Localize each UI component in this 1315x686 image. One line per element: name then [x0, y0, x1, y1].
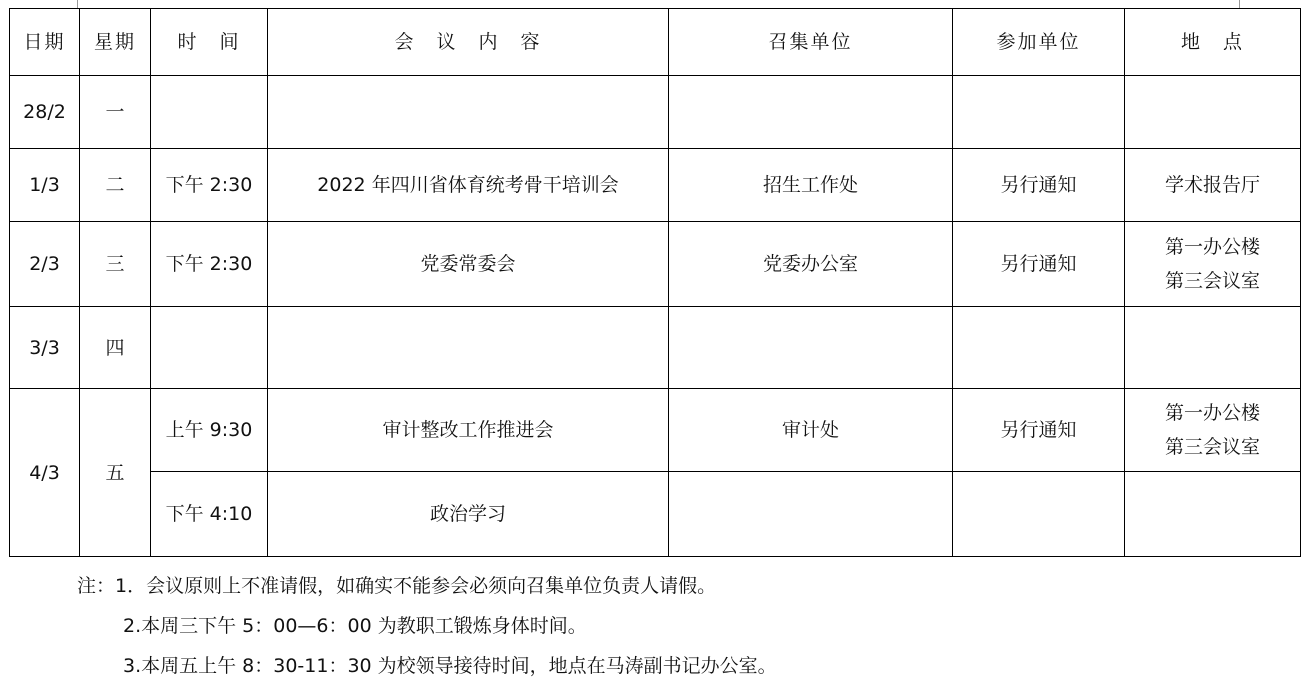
time-cell — [151, 76, 268, 149]
location-cell — [1125, 472, 1301, 557]
weekday-cell: 二 — [80, 149, 151, 222]
table-row — [10, 389, 1301, 472]
meeting-schedule-table — [9, 8, 1301, 557]
header-time: 时 间 — [151, 9, 268, 76]
content-cell: 审计整改工作推进会 — [268, 389, 669, 472]
content-cell: 党委常委会 — [268, 222, 669, 307]
crop-mark-left — [77, 0, 78, 8]
weekday-cell: 五 — [80, 389, 151, 557]
table-row — [10, 149, 1301, 222]
header-content: 会 议 内 容 — [268, 9, 669, 76]
date-cell: 4/3 — [10, 389, 80, 557]
weekday-cell: 三 — [80, 222, 151, 307]
header-row — [10, 9, 1301, 76]
header-convener: 召集单位 — [669, 9, 953, 76]
date-cell: 3/3 — [10, 307, 80, 389]
time-cell: 上午 9:30 — [151, 389, 268, 472]
location-cell — [1125, 76, 1301, 149]
header-weekday: 星期 — [80, 9, 151, 76]
header-date: 日期 — [10, 9, 80, 76]
table-row — [10, 222, 1301, 307]
participants-cell — [953, 472, 1125, 557]
weekday-cell: 一 — [80, 76, 151, 149]
convener-cell — [669, 472, 953, 557]
participants-cell: 另行通知 — [953, 149, 1125, 222]
time-cell: 下午 2:30 — [151, 149, 268, 222]
content-cell — [268, 307, 669, 389]
participants-cell: 另行通知 — [953, 389, 1125, 472]
table-row — [10, 472, 1301, 557]
convener-cell: 党委办公室 — [669, 222, 953, 307]
content-cell: 政治学习 — [268, 472, 669, 557]
header-participants: 参加单位 — [953, 9, 1125, 76]
note-line: 2.本周三下午 5：00—6：00 为教职工锻炼身体时间。 — [123, 615, 587, 637]
convener-cell: 招生工作处 — [669, 149, 953, 222]
crop-mark-right — [1239, 0, 1240, 8]
time-cell — [151, 307, 268, 389]
location-cell: 第一办公楼 第三会议室 — [1125, 222, 1301, 307]
header-location: 地 点 — [1125, 9, 1301, 76]
location-cell: 第一办公楼 第三会议室 — [1125, 389, 1301, 472]
notes-section — [77, 566, 777, 686]
note-line: 3.本周五上午 8：30-11：30 为校领导接待时间，地点在马涛副书记办公室。 — [123, 655, 777, 677]
content-cell: 2022 年四川省体育统考骨干培训会 — [268, 149, 669, 222]
convener-cell — [669, 307, 953, 389]
convener-cell: 审计处 — [669, 389, 953, 472]
participants-cell — [953, 76, 1125, 149]
time-cell: 下午 2:30 — [151, 222, 268, 307]
date-cell: 28/2 — [10, 76, 80, 149]
time-cell: 下午 4:10 — [151, 472, 268, 557]
weekday-cell: 四 — [80, 307, 151, 389]
date-cell: 1/3 — [10, 149, 80, 222]
location-cell — [1125, 307, 1301, 389]
table-row — [10, 76, 1301, 149]
participants-cell — [953, 307, 1125, 389]
content-cell — [268, 76, 669, 149]
location-cell: 学术报告厅 — [1125, 149, 1301, 222]
table-row — [10, 307, 1301, 389]
participants-cell: 另行通知 — [953, 222, 1125, 307]
convener-cell — [669, 76, 953, 149]
date-cell: 2/3 — [10, 222, 80, 307]
note-line: 注：1．会议原则上不准请假，如确实不能参会必须向召集单位负责人请假。 — [77, 575, 717, 597]
